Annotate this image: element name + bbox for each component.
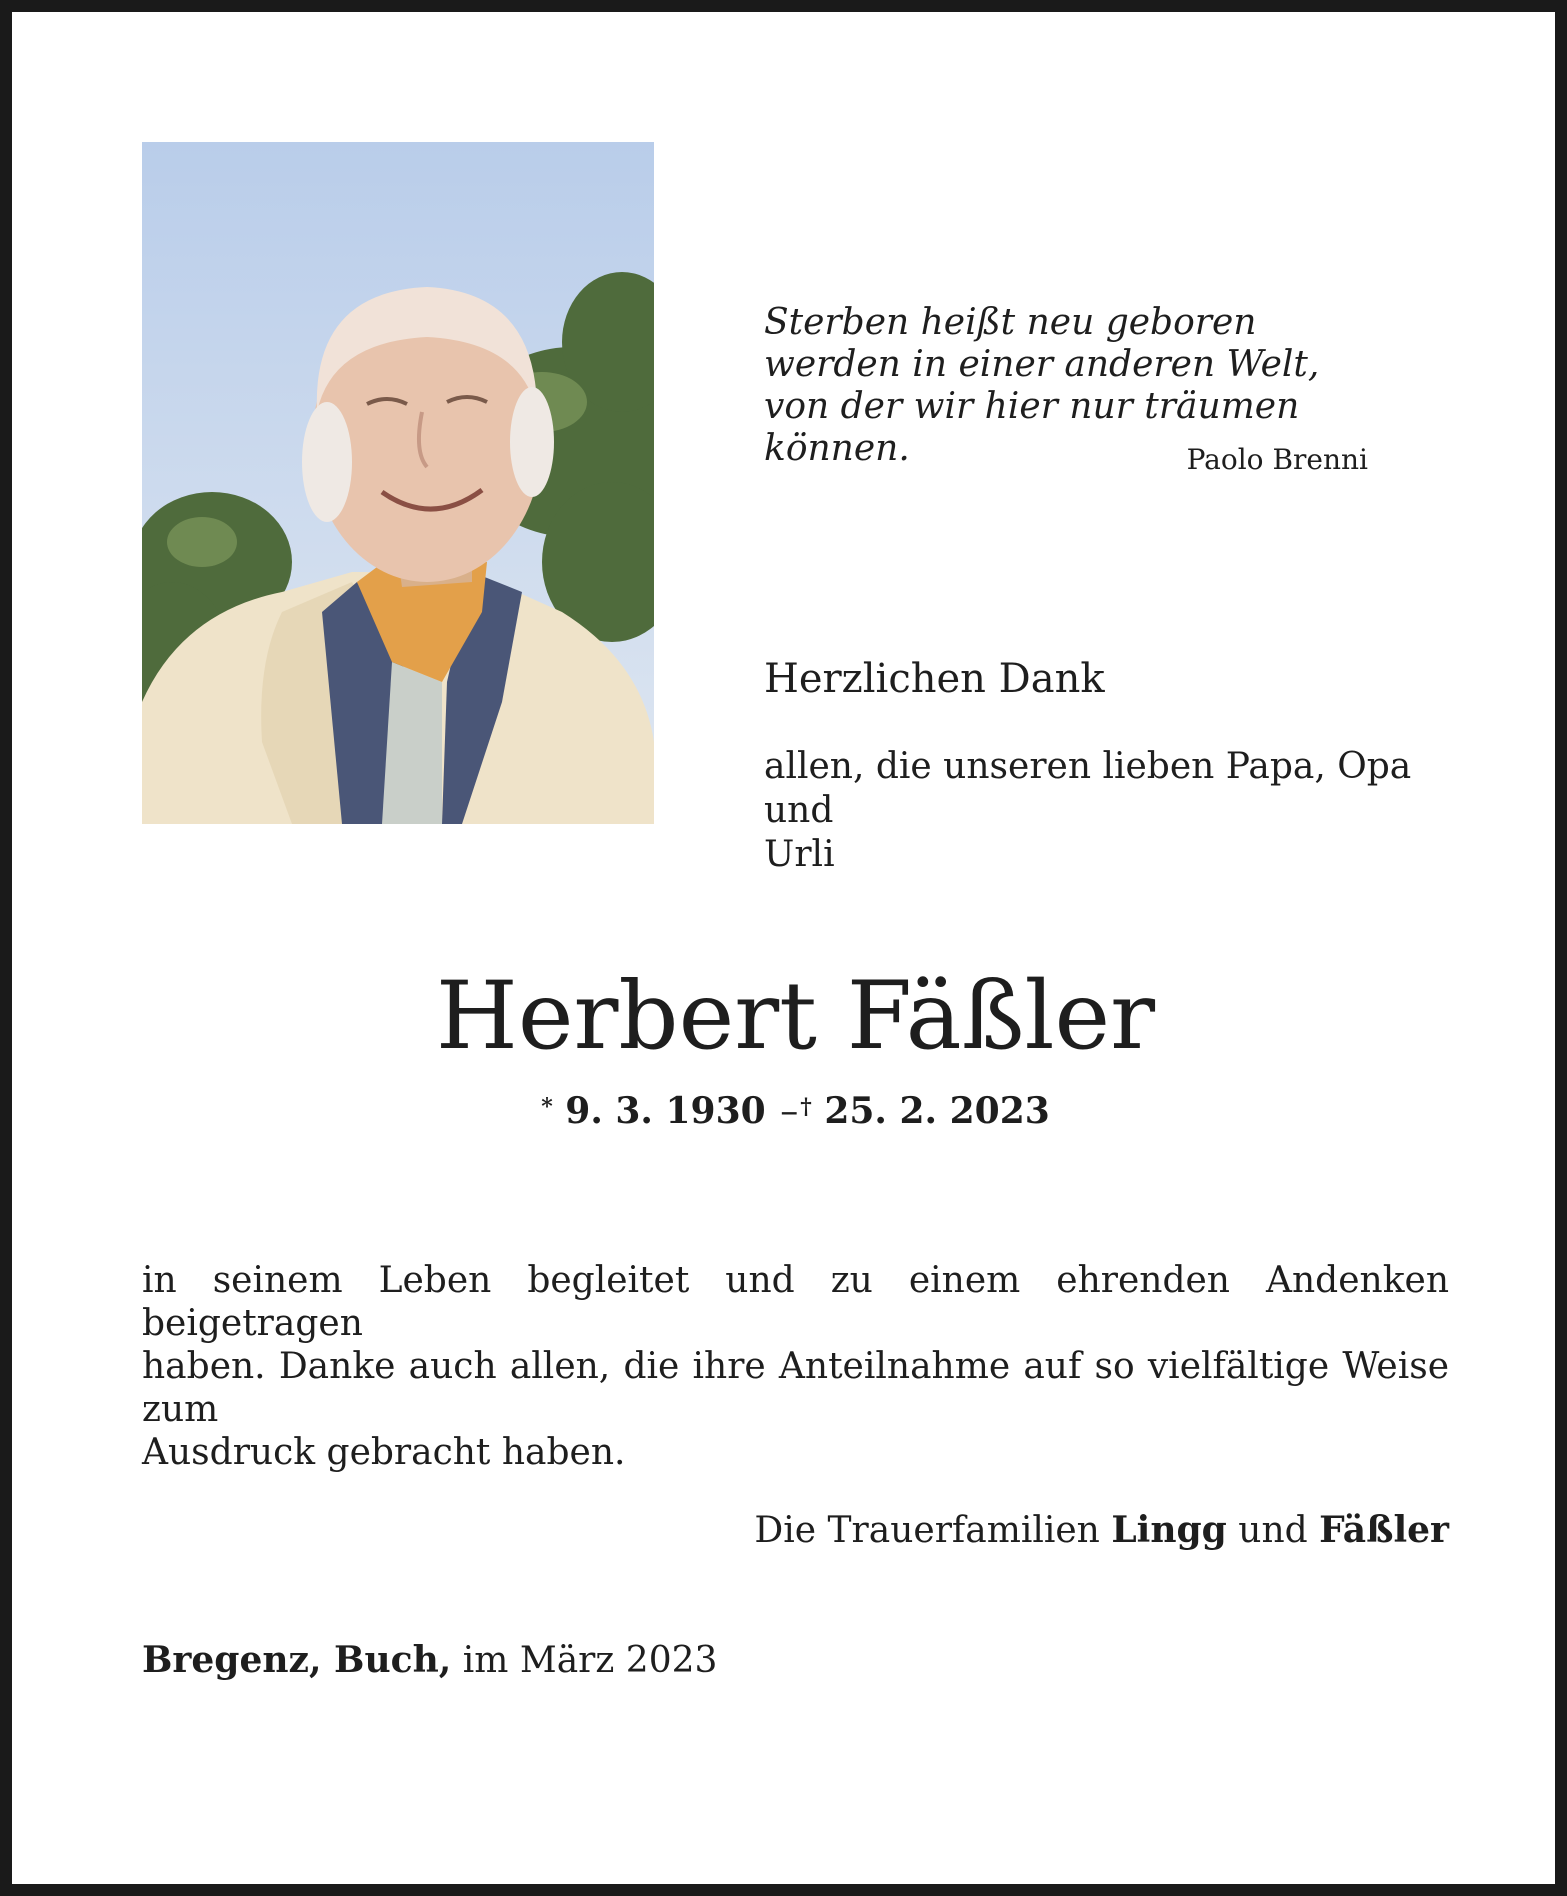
body-line: in seinem Leben begleitet und zu einem ehrenden Andenken beigetragen <box>142 1260 1449 1344</box>
signature <box>712 1507 1449 1554</box>
place-date <box>142 1637 717 1684</box>
quote-author: Paolo Brenni <box>1186 443 1368 476</box>
thanks-text-line: allen, die unseren lieben Papa, Opa und <box>764 746 1412 831</box>
quote-line: werden in einer anderen Welt, <box>764 344 1320 385</box>
life-dates <box>12 1087 1567 1136</box>
portrait-photo <box>142 142 654 824</box>
place: Bregenz, Buch, <box>142 1639 452 1681</box>
death-date: 25. 2. 2023 <box>824 1090 1050 1132</box>
sweater <box>382 662 442 824</box>
death-symbol: † <box>800 1094 812 1120</box>
date: im März 2023 <box>462 1640 718 1681</box>
birth-symbol: * <box>541 1094 553 1120</box>
thanks-text <box>764 745 1464 877</box>
signature-prefix: Die Trauerfamilien <box>754 1510 1100 1551</box>
body-line: haben. Danke auch allen, die ihre Anteilnahme auf so vielfältige Weise zum <box>142 1346 1449 1430</box>
quote-line: Sterben heißt neu geboren <box>764 302 1257 343</box>
signature-joiner: und <box>1238 1510 1308 1551</box>
thanks-title: Herzlichen Dank <box>764 656 1105 702</box>
hair-left <box>302 402 352 522</box>
birth-date: 9. 3. 1930 <box>565 1090 766 1132</box>
body-text <box>142 1259 1449 1474</box>
body-line: Ausdruck gebracht haben. <box>142 1432 626 1473</box>
signature-family-1: Lingg <box>1111 1509 1227 1551</box>
deceased-name: Herbert Fäßler <box>435 962 1156 1071</box>
portrait-illustration <box>142 142 654 824</box>
date-dash: – <box>780 1091 799 1132</box>
thanks-text-line: Urli <box>764 834 835 875</box>
hair-right <box>510 387 554 497</box>
signature-family-2: Fäßler <box>1319 1509 1449 1551</box>
quote-line: von der wir hier nur träumen können. <box>764 386 1300 469</box>
